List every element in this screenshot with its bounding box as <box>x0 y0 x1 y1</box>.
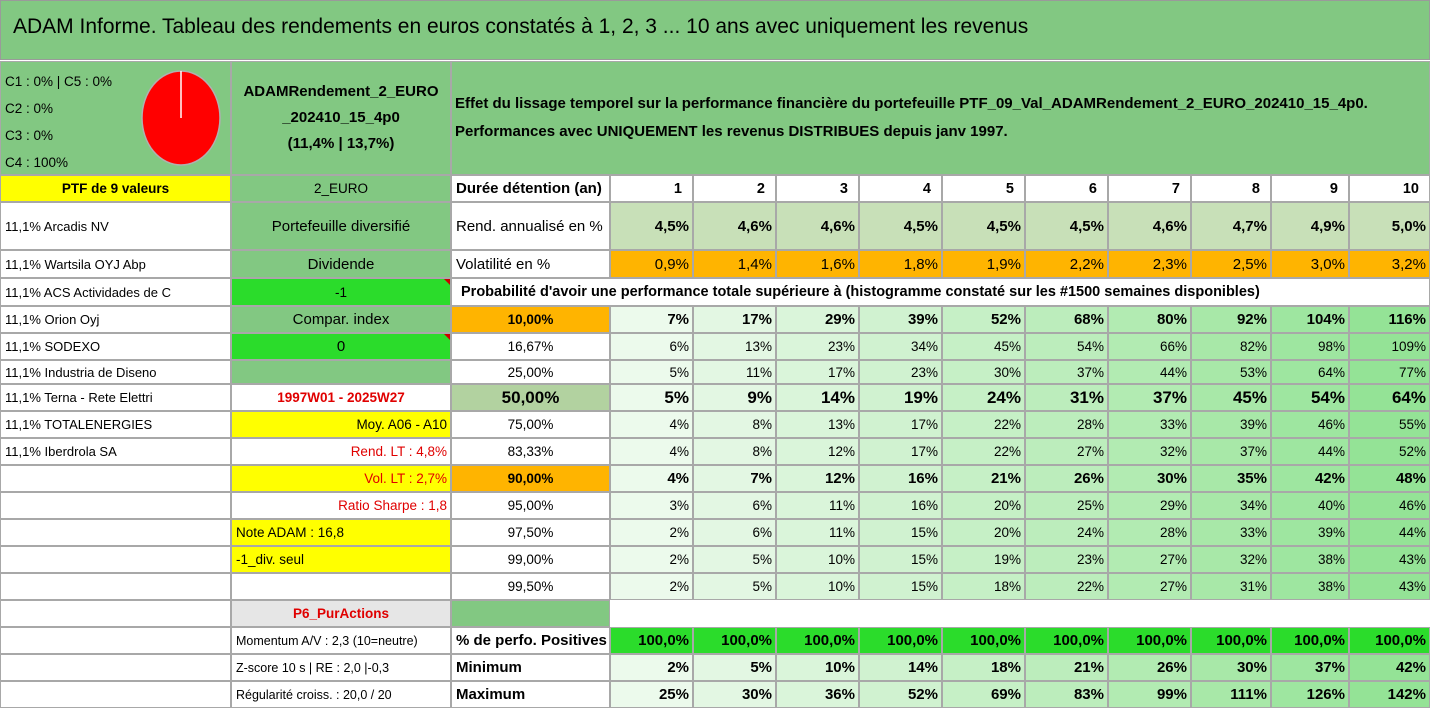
probability-value: 54% <box>1025 333 1108 360</box>
empty-green-cell-2 <box>451 600 610 627</box>
probability-value: 23% <box>859 360 942 384</box>
probability-value: 4% <box>610 438 693 465</box>
probability-value: 53% <box>1191 360 1271 384</box>
pur-actions-cell: P6_PurActions <box>231 600 451 627</box>
year-header: 2 <box>693 175 776 202</box>
probability-value: 33% <box>1191 519 1271 546</box>
probability-value: 17% <box>859 411 942 438</box>
positive-value: 100,0% <box>1108 627 1191 654</box>
probability-value: 45% <box>1191 384 1271 411</box>
probability-value: 39% <box>1191 411 1271 438</box>
probability-threshold: 90,00% <box>451 465 610 492</box>
probability-threshold: 16,67% <box>451 333 610 360</box>
year-header: 4 <box>859 175 942 202</box>
probability-threshold: 97,50% <box>451 519 610 546</box>
maximum-value: 142% <box>1349 681 1430 708</box>
rend-lt-cell: Rend. LT : 4,8% <box>231 438 451 465</box>
probability-threshold: 50,00% <box>451 384 610 411</box>
probability-value: 6% <box>693 492 776 519</box>
allocation-pie-chart <box>139 66 223 170</box>
empty-holding-cell <box>0 465 231 492</box>
probability-value: 54% <box>1271 384 1349 411</box>
vol-value: 3,0% <box>1271 250 1349 278</box>
period-cell: 1997W01 - 2025W27 <box>231 384 451 411</box>
probability-value: 44% <box>1271 438 1349 465</box>
vol-lt-cell: Vol. LT : 2,7% <box>231 465 451 492</box>
positive-value: 100,0% <box>693 627 776 654</box>
probability-value: 68% <box>1025 306 1108 333</box>
empty-holding-cell <box>0 573 231 600</box>
probability-value: 18% <box>942 573 1025 600</box>
vol-value: 2,5% <box>1191 250 1271 278</box>
pie-legend-c2: C2 : 0% <box>5 101 54 116</box>
probability-value: 20% <box>942 492 1025 519</box>
positive-value: 100,0% <box>1191 627 1271 654</box>
rend-value: 4,5% <box>942 202 1025 250</box>
minimum-value: 26% <box>1108 654 1191 681</box>
probability-value: 34% <box>1191 492 1271 519</box>
year-header: 8 <box>1191 175 1271 202</box>
positive-value: 100,0% <box>776 627 859 654</box>
probability-value: 23% <box>776 333 859 360</box>
probability-value: 52% <box>1349 438 1430 465</box>
holding-row: 11,1% SODEXO <box>0 333 231 360</box>
rend-value: 4,6% <box>1108 202 1191 250</box>
probability-value: 12% <box>776 438 859 465</box>
probability-value: 27% <box>1108 573 1191 600</box>
vol-value: 0,9% <box>610 250 693 278</box>
probability-value: 109% <box>1349 333 1430 360</box>
vol-label: Volatilité en % <box>451 250 610 278</box>
probability-value: 44% <box>1108 360 1191 384</box>
probability-value: 66% <box>1108 333 1191 360</box>
probability-value: 46% <box>1271 411 1349 438</box>
probability-threshold: 99,00% <box>451 546 610 573</box>
probability-value: 29% <box>1108 492 1191 519</box>
empty-holding-cell <box>0 681 231 708</box>
vol-value: 1,9% <box>942 250 1025 278</box>
probability-value: 2% <box>610 573 693 600</box>
note-adam-cell: Note ADAM : 16,8 <box>231 519 451 546</box>
probability-value: 28% <box>1025 411 1108 438</box>
probability-value: 31% <box>1191 573 1271 600</box>
holding-row: 11,1% ACS Actividades de C <box>0 278 231 306</box>
probability-value: 6% <box>610 333 693 360</box>
minimum-value: 2% <box>610 654 693 681</box>
pie-legend-c1-c5: C1 : 0% | C5 : 0% <box>5 74 113 89</box>
year-header: 10 <box>1349 175 1430 202</box>
minimum-value: 21% <box>1025 654 1108 681</box>
probability-value: 80% <box>1108 306 1191 333</box>
probability-value: 26% <box>1025 465 1108 492</box>
empty-holding-cell <box>0 627 231 654</box>
empty-holding-cell <box>0 600 231 627</box>
year-header: 5 <box>942 175 1025 202</box>
year-header: 7 <box>1108 175 1191 202</box>
probability-value: 5% <box>693 573 776 600</box>
rend-value: 4,5% <box>859 202 942 250</box>
vol-value: 1,8% <box>859 250 942 278</box>
probability-value: 13% <box>776 411 859 438</box>
maximum-value: 126% <box>1271 681 1349 708</box>
vol-value: 3,2% <box>1349 250 1430 278</box>
probability-value: 16% <box>859 492 942 519</box>
positive-value: 100,0% <box>1025 627 1108 654</box>
holding-row: 11,1% Wartsila OYJ Abp <box>0 250 231 278</box>
rend-value: 5,0% <box>1349 202 1430 250</box>
year-header: 3 <box>776 175 859 202</box>
minimum-value: 37% <box>1271 654 1349 681</box>
year-header: 1 <box>610 175 693 202</box>
probability-value: 29% <box>776 306 859 333</box>
probability-value: 15% <box>859 573 942 600</box>
maximum-label: Maximum <box>451 681 610 708</box>
vol-value: 1,6% <box>776 250 859 278</box>
probability-value: 37% <box>1108 384 1191 411</box>
compar-index-label: Compar. index <box>231 306 451 333</box>
probability-value: 48% <box>1349 465 1430 492</box>
probability-value: 21% <box>942 465 1025 492</box>
rend-value: 4,5% <box>610 202 693 250</box>
probability-value: 5% <box>693 546 776 573</box>
probability-threshold: 99,50% <box>451 573 610 600</box>
probability-value: 24% <box>942 384 1025 411</box>
probability-value: 20% <box>942 519 1025 546</box>
fund-stats: (11,4% | 13,7%) <box>287 135 395 152</box>
vol-value: 2,2% <box>1025 250 1108 278</box>
probability-value: 16% <box>859 465 942 492</box>
empty-holding-cell <box>0 546 231 573</box>
holding-row: 11,1% Terna - Rete Elettri <box>0 384 231 411</box>
probability-threshold: 10,00% <box>451 306 610 333</box>
positive-label: % de perfo. Positives <box>451 627 610 654</box>
positive-value: 100,0% <box>1271 627 1349 654</box>
minimum-label: Minimum <box>451 654 610 681</box>
probability-value: 30% <box>942 360 1025 384</box>
probability-value: 15% <box>859 546 942 573</box>
minimum-value: 42% <box>1349 654 1430 681</box>
vol-value: 1,4% <box>693 250 776 278</box>
duration-label: Durée détention (an) <box>451 175 610 202</box>
probability-value: 15% <box>859 519 942 546</box>
probability-value: 98% <box>1271 333 1349 360</box>
probability-value: 40% <box>1271 492 1349 519</box>
holding-row: 11,1% TOTALENERGIES <box>0 411 231 438</box>
holding-row: 11,1% Industria de Diseno <box>0 360 231 384</box>
probability-value: 12% <box>776 465 859 492</box>
pie-legend-box <box>0 61 231 175</box>
minimum-value: 30% <box>1191 654 1271 681</box>
probability-value: 42% <box>1271 465 1349 492</box>
holding-row: 11,1% Orion Oyj <box>0 306 231 333</box>
probability-value: 28% <box>1108 519 1191 546</box>
probability-value: 14% <box>776 384 859 411</box>
maximum-value: 69% <box>942 681 1025 708</box>
compar-index-value[interactable]: 0 <box>231 333 451 360</box>
year-header: 9 <box>1271 175 1349 202</box>
report-title-bar <box>0 0 1430 60</box>
probability-value: 27% <box>1108 546 1191 573</box>
probability-value: 35% <box>1191 465 1271 492</box>
empty-holding-cell <box>0 519 231 546</box>
probability-value: 39% <box>1271 519 1349 546</box>
probability-value: 39% <box>859 306 942 333</box>
probability-value: 7% <box>610 306 693 333</box>
positive-value: 100,0% <box>859 627 942 654</box>
currency-cell: 2_EURO <box>231 175 451 202</box>
probability-value: 4% <box>610 465 693 492</box>
div-only-cell: -1_div. seul <box>231 546 451 573</box>
probability-value: 8% <box>693 438 776 465</box>
probability-value: 64% <box>1271 360 1349 384</box>
probability-value: 7% <box>693 465 776 492</box>
maximum-value: 30% <box>693 681 776 708</box>
positive-value: 100,0% <box>610 627 693 654</box>
probability-value: 3% <box>610 492 693 519</box>
rend-value: 4,9% <box>1271 202 1349 250</box>
pie-legend-c3: C3 : 0% <box>5 128 54 143</box>
description-line1: Effet du lissage temporel sur la performance financière du portefeuille PTF_09_Val_ADAMRendement_2_EURO_202410_15_4p0. <box>455 95 1368 112</box>
probability-value: 34% <box>859 333 942 360</box>
probability-value: 11% <box>693 360 776 384</box>
probability-value: 43% <box>1349 573 1430 600</box>
vol-value: 2,3% <box>1108 250 1191 278</box>
description-box <box>451 61 1430 175</box>
probability-value: 10% <box>776 573 859 600</box>
rend-value: 4,6% <box>776 202 859 250</box>
probability-value: 4% <box>610 411 693 438</box>
probability-value: 92% <box>1191 306 1271 333</box>
empty-holding-cell <box>0 492 231 519</box>
strategy-cell: Dividende <box>231 250 451 278</box>
rend-value: 4,5% <box>1025 202 1108 250</box>
maximum-value: 83% <box>1025 681 1108 708</box>
holding-row: 11,1% Arcadis NV <box>0 202 231 250</box>
probability-value: 55% <box>1349 411 1430 438</box>
regularite-cell: Régularité croiss. : 20,0 / 20 <box>231 681 451 708</box>
zscore-cell: Z-score 10 s | RE : 2,0 |-0,3 <box>231 654 451 681</box>
sharpe-cell: Ratio Sharpe : 1,8 <box>231 492 451 519</box>
portfolio-header: PTF de 9 valeurs <box>0 175 231 202</box>
maximum-value: 36% <box>776 681 859 708</box>
probability-value: 22% <box>1025 573 1108 600</box>
dividend-score-cell[interactable]: -1 <box>231 278 451 306</box>
probability-value: 10% <box>776 546 859 573</box>
probability-value: 11% <box>776 492 859 519</box>
probability-value: 6% <box>693 519 776 546</box>
probability-value: 38% <box>1271 546 1349 573</box>
probability-value: 9% <box>693 384 776 411</box>
probability-value: 33% <box>1108 411 1191 438</box>
probability-value: 2% <box>610 519 693 546</box>
empty-cell <box>231 573 451 600</box>
description-line2: Performances avec UNIQUEMENT les revenus DISTRIBUES depuis janv 1997. <box>455 123 1008 140</box>
empty-holding-cell <box>0 654 231 681</box>
probability-value: 43% <box>1349 546 1430 573</box>
probability-value: 38% <box>1271 573 1349 600</box>
probability-value: 46% <box>1349 492 1430 519</box>
fund-name-box <box>231 61 451 175</box>
probability-value: 19% <box>859 384 942 411</box>
holding-row: 11,1% Iberdrola SA <box>0 438 231 465</box>
probability-value: 44% <box>1349 519 1430 546</box>
minimum-value: 10% <box>776 654 859 681</box>
probability-value: 45% <box>942 333 1025 360</box>
minimum-value: 5% <box>693 654 776 681</box>
momentum-cell: Momentum A/V : 2,3 (10=neutre) <box>231 627 451 654</box>
probability-value: 23% <box>1025 546 1108 573</box>
minimum-value: 18% <box>942 654 1025 681</box>
probability-value: 37% <box>1025 360 1108 384</box>
probability-value: 37% <box>1191 438 1271 465</box>
moyenne-cell: Moy. A06 - A10 <box>231 411 451 438</box>
probability-value: 22% <box>942 438 1025 465</box>
probability-value: 5% <box>610 360 693 384</box>
portfolio-type-cell: Portefeuille diversifié <box>231 202 451 250</box>
fund-name-line1: ADAMRendement_2_EURO <box>243 83 439 100</box>
probability-threshold: 75,00% <box>451 411 610 438</box>
probability-value: 77% <box>1349 360 1430 384</box>
probability-value: 19% <box>942 546 1025 573</box>
probability-value: 8% <box>693 411 776 438</box>
probability-threshold: 25,00% <box>451 360 610 384</box>
probability-value: 11% <box>776 519 859 546</box>
rend-label: Rend. annualisé en % <box>451 202 610 250</box>
minimum-value: 14% <box>859 654 942 681</box>
probability-value: 116% <box>1349 306 1430 333</box>
pie-legend-c4: C4 : 100% <box>5 155 69 170</box>
year-header: 6 <box>1025 175 1108 202</box>
positive-value: 100,0% <box>942 627 1025 654</box>
probability-value: 31% <box>1025 384 1108 411</box>
rend-value: 4,6% <box>693 202 776 250</box>
probability-value: 30% <box>1108 465 1191 492</box>
probability-value: 17% <box>859 438 942 465</box>
positive-value: 100,0% <box>1349 627 1430 654</box>
report-title: ADAM Informe. Tableau des rendements en euros constatés à 1, 2, 3 ... 10 ans avec uniquement les revenus <box>13 15 1029 38</box>
maximum-value: 25% <box>610 681 693 708</box>
probability-value: 52% <box>942 306 1025 333</box>
probability-value: 27% <box>1025 438 1108 465</box>
probability-value: 32% <box>1108 438 1191 465</box>
rend-value: 4,7% <box>1191 202 1271 250</box>
probability-value: 82% <box>1191 333 1271 360</box>
probability-threshold: 83,33% <box>451 438 610 465</box>
probability-label: Probabilité d'avoir une performance totale supérieure à (histogramme constaté sur les #1500 semaines disponibles) <box>451 278 1430 306</box>
maximum-value: 99% <box>1108 681 1191 708</box>
empty-green-cell <box>231 360 451 384</box>
probability-value: 64% <box>1349 384 1430 411</box>
probability-value: 5% <box>610 384 693 411</box>
probability-value: 25% <box>1025 492 1108 519</box>
probability-value: 2% <box>610 546 693 573</box>
probability-value: 24% <box>1025 519 1108 546</box>
maximum-value: 111% <box>1191 681 1271 708</box>
probability-value: 17% <box>693 306 776 333</box>
fund-name-line2: _202410_15_4p0 <box>282 109 400 126</box>
probability-threshold: 95,00% <box>451 492 610 519</box>
probability-value: 17% <box>776 360 859 384</box>
probability-value: 32% <box>1191 546 1271 573</box>
probability-value: 104% <box>1271 306 1349 333</box>
maximum-value: 52% <box>859 681 942 708</box>
probability-value: 22% <box>942 411 1025 438</box>
probability-value: 13% <box>693 333 776 360</box>
